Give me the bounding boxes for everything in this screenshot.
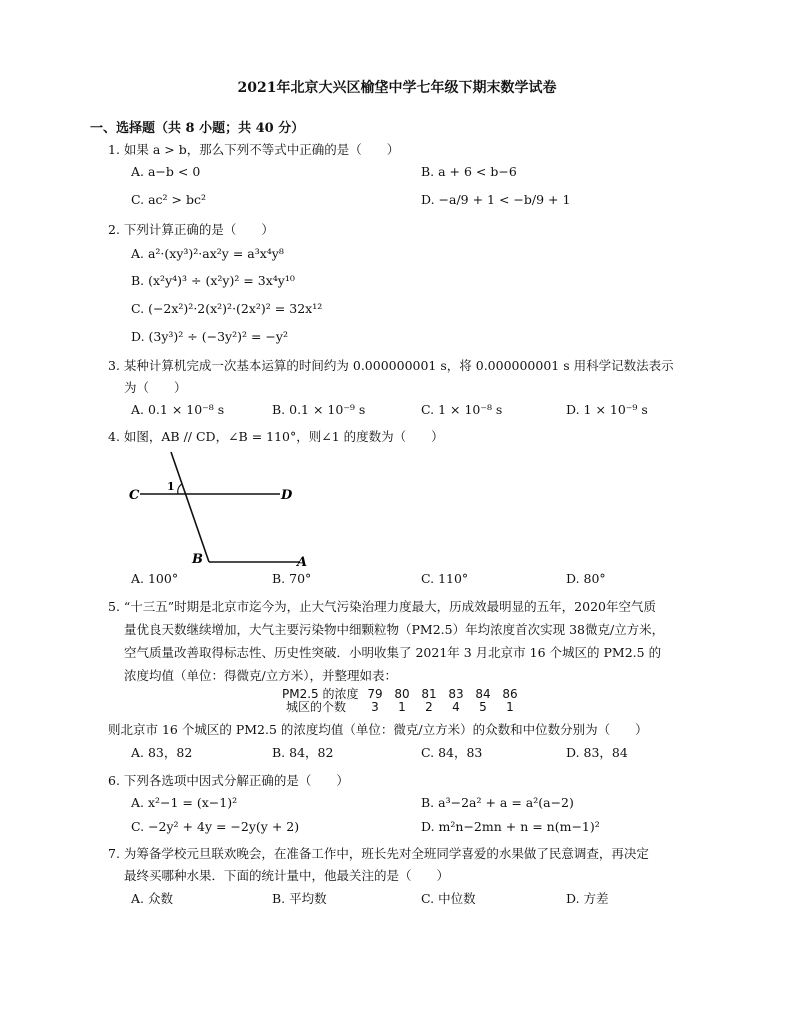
table-cell: 80 [394, 687, 410, 701]
q3-stem-line1: 3. 某种计算机完成一次基本运算的时间约为 0.000000001 s，将 0.000000001 s 用科学记数法表示 [108, 358, 674, 373]
parallel-lines-figure [120, 448, 320, 570]
section-heading: 一、选择题（共 8 小题；共 40 分） [90, 121, 305, 136]
table-cell: 86 [502, 687, 518, 701]
q7-paragraph-line2: 最终买哪种水果．下面的统计量中，他最关注的是（ ） [124, 868, 450, 883]
table-cell: 4 [452, 700, 460, 714]
q5-paragraph-line1: 5. “十三五”时期是北京市迄今为，止大气污染治理力度最大，历成效最明显的五年，2020年空气质 [108, 599, 656, 614]
table-row-label: PM2.5 的浓度 [282, 687, 359, 701]
q7-option-d: D. 方差 [566, 891, 609, 906]
q1-option-c: C. ac² > bc² [131, 192, 206, 207]
q7-option-b: B. 平均数 [272, 891, 327, 906]
q5-paragraph-line2: 量优良天数继续增加，大气主要污染物中细颗粒物（PM2.5）年均浓度首次实现 38微克/立方米， [124, 622, 665, 637]
q6-option-c: C. −2y² + 4y = −2y(y + 2) [131, 819, 300, 834]
table-cell: 84 [475, 687, 491, 701]
q2-option-b: B. (x²y⁴)³ ÷ (x²y)² = 3x⁴y¹⁰ [131, 273, 295, 288]
q4-option-d: D. 80° [566, 571, 606, 586]
q5-option-b: B. 84，82 [272, 745, 334, 760]
table-cell: 5 [479, 700, 487, 714]
page-title: 2021年北京大兴区榆垡中学七年级下期末数学试卷 [237, 80, 557, 96]
q5-paragraph-line4: 浓度均值（单位：得微克/立方米），并整理如表： [124, 668, 397, 683]
label-angle-1: 1 [167, 480, 175, 493]
q1-option-a: A. a−b < 0 [131, 164, 201, 179]
q3-option-c: C. 1 × 10⁻⁸ s [421, 402, 503, 417]
q4-stem: 4. 如图，AB // CD，∠B = 110°，则∠1 的度数为（ ） [108, 429, 444, 444]
q1-option-b: B. a + 6 < b−6 [421, 164, 517, 179]
label-a: A [297, 555, 308, 570]
angle-1-arc [178, 484, 182, 494]
q5-option-c: C. 84，83 [421, 745, 483, 760]
table-cell: 79 [367, 687, 383, 701]
q2-option-a: A. a²·(xy³)²·ax²y = a³x⁴y⁸ [131, 246, 284, 261]
q6-option-b: B. a³−2a² + a = a²(a−2) [421, 795, 574, 810]
table-cell: 1 [506, 700, 514, 714]
transversal-line [171, 452, 209, 562]
q3-option-d: D. 1 × 10⁻⁹ s [566, 402, 648, 417]
q7-paragraph-line1: 7. 为筹备学校元旦联欢晚会，在准备工作中，班长先对全班同学喜爱的水果做了民意调查，再决定 [108, 846, 649, 861]
label-d: D [281, 488, 293, 503]
q5-paragraph-line3: 空气质量改善取得标志性、历史性突破．小明收集了 2021年 3 月北京市 16 个城区的 PM2.5 的 [124, 645, 662, 660]
q3-option-b: B. 0.1 × 10⁻⁹ s [272, 402, 366, 417]
q7-option-a: A. 众数 [131, 891, 173, 906]
q1-stem: 1. 如果 a > b，那么下列不等式中正确的是（ ） [108, 142, 400, 157]
q2-option-c: C. (−2x²)²·2(x²)²·(2x²)² = 32x¹² [131, 301, 323, 316]
table-cell: 83 [448, 687, 464, 701]
q3-stem-line2: 为（ ） [124, 380, 187, 395]
pm25-table [282, 688, 542, 714]
q5-question-line: 则北京市 16 个城区的 PM2.5 的浓度均值（单位：微克/立方米）的众数和中位数分别为（ ） [108, 722, 648, 737]
q2-stem: 2. 下列计算正确的是（ ） [108, 222, 274, 237]
q2-option-d: D. (3y³)² ÷ (−3y²)² = −y² [131, 329, 288, 344]
table-cell: 3 [371, 700, 379, 714]
q6-stem: 6. 下列各选项中因式分解正确的是（ ） [108, 773, 349, 788]
table-cell: 81 [421, 687, 437, 701]
q7-option-c: C. 中位数 [421, 891, 476, 906]
q4-option-c: C. 110° [421, 571, 469, 586]
q3-option-a: A. 0.1 × 10⁻⁸ s [131, 402, 225, 417]
q6-option-d: D. m²n−2mn + n = n(m−1)² [421, 819, 600, 834]
q4-option-a: A. 100° [131, 571, 179, 586]
q4-option-b: B. 70° [272, 571, 312, 586]
table-cell: 1 [398, 700, 406, 714]
table-cell: 2 [425, 700, 433, 714]
label-c: C [129, 488, 140, 503]
label-b: B [192, 552, 203, 567]
q1-option-d: D. −a/9 + 1 < −b/9 + 1 [421, 192, 571, 207]
table-row [282, 701, 542, 714]
q6-option-a: A. x²−1 = (x−1)² [131, 795, 238, 810]
q5-option-d: D. 83，84 [566, 745, 628, 760]
q5-option-a: A. 83，82 [131, 745, 193, 760]
table-row-label: 城区的个数 [286, 700, 347, 714]
